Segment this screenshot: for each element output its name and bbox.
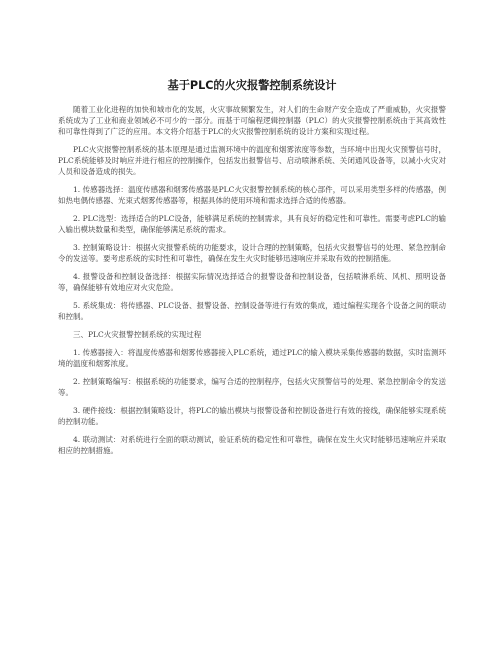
paragraph-linkage-test: 4. 联动测试：对系统进行全面的联动测试，验证系统的稳定性和可靠性，确保在发生火灾时能够迅速响应并采取相应的控制措施。: [58, 435, 446, 455]
section-heading-implementation: 三、PLC火灾报警控制系统的实现过程: [73, 330, 202, 339]
paragraph-sensor-access: 1. 传感器接入：将温度传感器和烟雾传感器接入PLC系统，通过PLC的输入模块采集传感器的数据，实时监测环境的温度和烟雾浓度。: [58, 348, 446, 368]
paragraph-system-integration: 5. 系统集成：将传感器、PLC设备、报警设备、控制设备等进行有效的集成，通过编程实现各个设备之间的联动和控制。: [58, 301, 446, 321]
paragraph-hardware-wiring: 3. 硬件接线：根据控制策略设计，将PLC的输出模块与报警设备和控制设备进行有效的接线，确保能够实现系统的控制功能。: [58, 406, 446, 426]
document-page: [58, 0, 446, 463]
document-title: 基于PLC的火灾报警控制系统设计: [167, 79, 337, 92]
paragraph-program-writing: 2. 控制策略编写：根据系统的功能要求，编写合适的控制程序，包括火灾预警信号的处理、紧急控制命令的发送等。: [58, 377, 446, 397]
paragraph-control-strategy: 3. 控制策略设计：根据火灾报警系统的功能要求，设计合理的控制策略，包括火灾报警信号的处理、紧急控制命令的发送等。要考虑系统的实时性和可靠性，确保在发生火灾时能够迅速响应并采取有效的控制措施。: [58, 243, 446, 263]
paragraph-principle: PLC火灾报警控制系统的基本原理是通过监测环境中的温度和烟雾浓度等参数，当环境中出现火灾预警信号时，PLC系统能够及时响应并进行相应的控制操作，包括发出报警信号、启动喷淋系统、关闭通风设备等，以减小火灾对人员和设备造成的损失。: [58, 145, 446, 176]
document-body: [58, 104, 446, 456]
paragraph-plc-selection: 2. PLC选型：选择适合的PLC设备，能够满足系统的控制需求，具有良好的稳定性和可靠性。需要考虑PLC的输入输出模块数量和类型，确保能够满足系统的需求。: [58, 214, 446, 234]
paragraph-sensor-selection: 1. 传感器选择：温度传感器和烟雾传感器是PLC火灾报警控制系统的核心部件，可以采用类型多样的传感器，例如热电偶传感器、光束式烟雾传感器等，根据具体的使用环境和需求选择合适的传感器。: [58, 185, 446, 205]
paragraph-alarm-devices: 4. 报警设备和控制设备选择：根据实际情况选择适合的报警设备和控制设备，包括喷淋系统、风机、照明设备等，确保能够有效地应对火灾危险。: [58, 272, 446, 292]
paragraph-intro: 随着工业化进程的加快和城市化的发展，火灾事故频繁发生，对人们的生命财产安全造成了严重威胁，火灾报警系统成为了工业和商业领域必不可少的一部分。而基于可编程逻辑控制器（PLC）的火灾报警控制系统由于其高效性和可靠性得到了广泛的应用。本文将介绍基于PLC的火灾报警控制系统的设计方案和实现过程。: [58, 105, 446, 136]
